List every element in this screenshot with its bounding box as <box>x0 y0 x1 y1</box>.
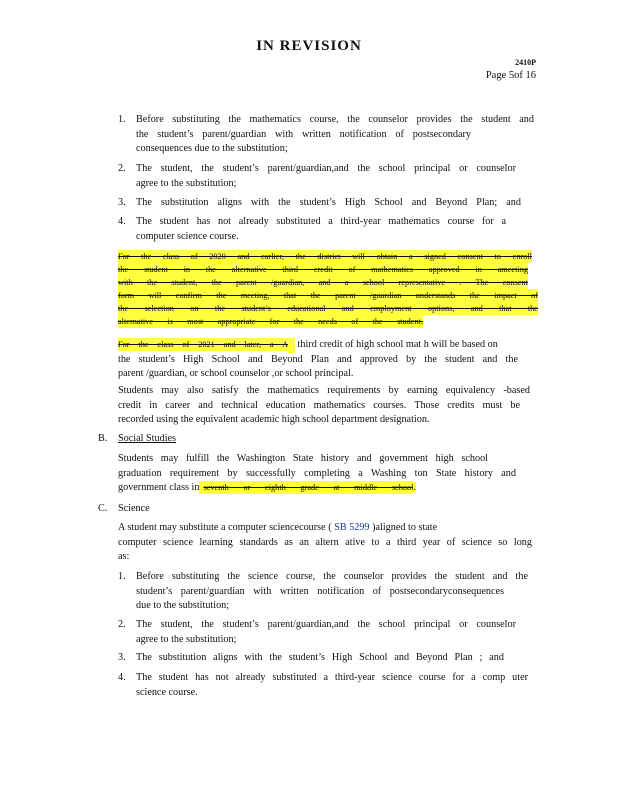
list-number: 2. <box>118 163 126 174</box>
paragraph-text: parent /guardian, or school counselor ,or school principal. <box>118 368 354 380</box>
section-c-heading: Science <box>118 503 150 514</box>
section-c-letter: C. <box>98 503 108 514</box>
list-number: 2. <box>118 619 126 630</box>
paragraph-text: recorded using the equivalent academic high school department designation. <box>118 414 430 426</box>
paragraph-text: third credit of high school mat h will be based on <box>297 339 498 350</box>
list-number: 3. <box>118 652 126 663</box>
struck-line: the selection on the student’s educational and employment options, and that the <box>118 304 538 313</box>
paragraph-text: Students may fulfill the Washington State history and government high school <box>118 453 488 464</box>
page-title: IN REVISION <box>256 38 362 54</box>
page-number: Page 5of 16 <box>485 70 536 81</box>
list-number: 3. <box>118 197 126 208</box>
paragraph-text: the student’s High School and Beyond Plan and approved by the student and the <box>118 353 518 365</box>
paragraph-text: Students may also satisfy the mathematics requirements by earning equivalency -based <box>118 385 530 396</box>
list-number: 4. <box>118 216 126 227</box>
list-item-line: science course. <box>136 686 198 698</box>
list-item-line: Before substituting the mathematics course, the counselor provides the student and <box>136 114 534 125</box>
list-item-line: The substitution aligns with the student’s High School and Beyond Plan; and <box>136 197 521 208</box>
list-item-line: agree to the substitution; <box>136 177 237 189</box>
list-item-line: computer science course. <box>136 230 239 242</box>
paragraph-text: credit in career and technical education mathematics courses. Those credits must be <box>118 399 520 411</box>
paragraph-text: graduation requirement by successfully completing a Washing ton State history and <box>118 467 516 479</box>
list-number: 1. <box>118 114 126 125</box>
list-item-line: The student, the student’s parent/guardian,and the school principal or counselor <box>136 619 516 630</box>
paragraph-text: . <box>413 482 417 494</box>
bill-reference-link[interactable]: SB 5299 <box>334 522 370 533</box>
paragraph-text: as: <box>118 551 130 563</box>
list-number: 1. <box>118 571 126 582</box>
list-item-line: Before substituting the science course, the counselor provides the student and the <box>136 571 528 582</box>
list-item-line: The student, the student’s parent/guardian,and the school principal or counselor <box>136 163 516 174</box>
struck-consent-paragraph <box>118 250 538 328</box>
struck-line: with the student, the parent /guardian, and a school representative . The consent <box>118 278 528 287</box>
list-item-line: agree to the substitution; <box>136 633 237 645</box>
list-item-line: the student’s parent/guardian with written notification of postsecondary <box>136 128 471 140</box>
list-item-line: The student has not already substituted a third-year mathematics course for a <box>136 216 506 227</box>
science-intro-paragraph <box>118 521 538 565</box>
list-item-line: The student has not already substituted a third-year science course for a comp uter <box>136 672 528 683</box>
list-item-line: The substitution aligns with the student’s High School and Beyond Plan ; and <box>136 652 504 663</box>
paragraph-text: computer science learning standards as an altern ative to a third year of science so long <box>118 536 532 548</box>
list-item-line: consequences due to the substitution; <box>136 143 288 155</box>
social-studies-paragraph <box>118 452 538 496</box>
list-number: 4. <box>118 672 126 683</box>
class-2021-paragraph <box>118 338 538 382</box>
struck-line: alternative is most appropriate for the needs of the student. <box>118 317 423 326</box>
policy-code: 2410P <box>515 58 536 67</box>
struck-line: For the class of 2020 and earlier, the district will obtain a signed consent to enroll <box>118 252 532 261</box>
struck-line: form will confirm the meeting, that the parent /guardian understands the impact of <box>118 291 538 300</box>
section-b-heading: Social Studies <box>118 433 177 444</box>
equivalency-paragraph <box>118 384 538 428</box>
paragraph-text: )aligned to state <box>372 522 438 533</box>
paragraph-text: A student may substitute a computer sciencecourse ( <box>118 522 332 533</box>
struck-phrase: For the class of 2021 and later, a A <box>118 340 288 349</box>
struck-phrase: seventh or eighth grade at middle school <box>199 481 413 494</box>
struck-line: the student in the alternative third credit of mathematics approved in ameeting <box>118 265 528 274</box>
list-item-line: due to the substitution; <box>136 600 230 612</box>
list-item-line: student’s parent/guardian with written notification of postsecondaryconsequences <box>136 585 504 597</box>
section-b-letter: B. <box>98 433 108 444</box>
paragraph-text: government class in <box>118 482 200 494</box>
